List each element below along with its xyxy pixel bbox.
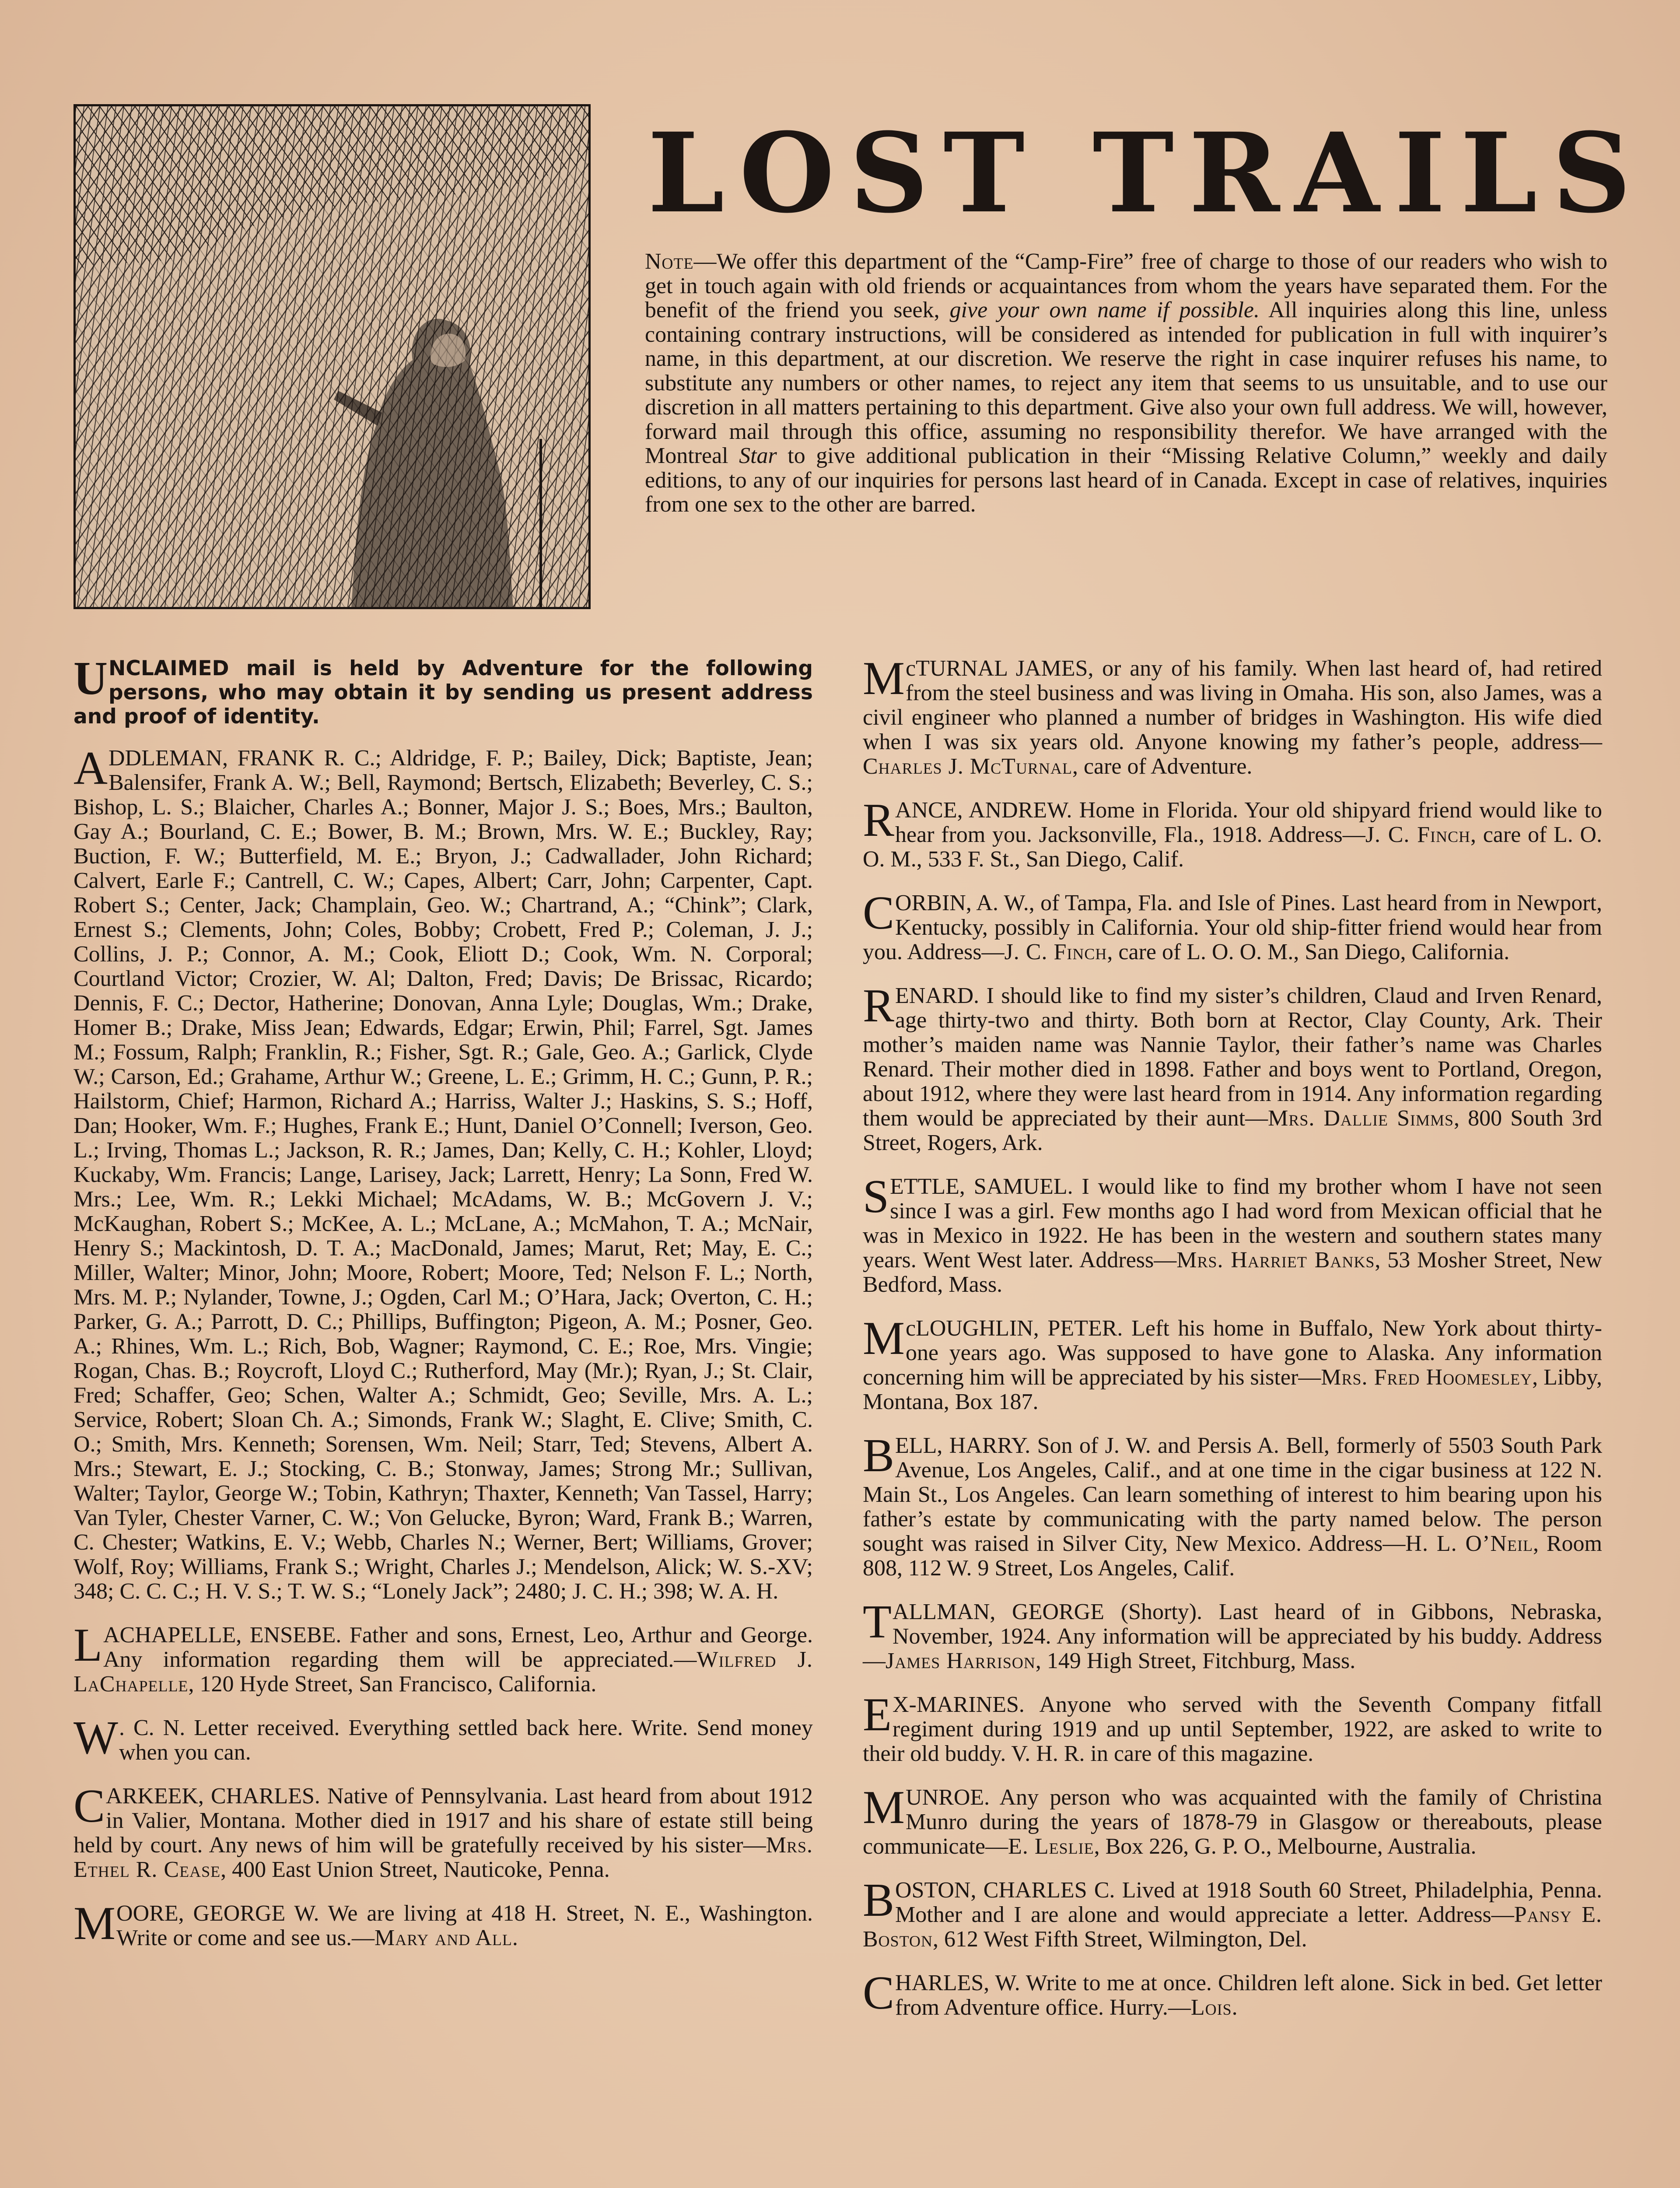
- notice-entry: [863, 1596, 1602, 1673]
- editor-note: [645, 249, 1607, 517]
- notice-entry: [863, 1781, 1602, 1859]
- notice-entry: [74, 1780, 813, 1882]
- notice-entry: [863, 1689, 1602, 1766]
- entry-contact-name: Wilfred J. LaChapelle: [74, 1647, 813, 1697]
- entry-contact-name: Mrs. Ethel R. Cease: [74, 1833, 813, 1882]
- entry-text: OORE, GEORGE W. We are living at 418 H. Street, N. E., Washington. Write or come and see us.—: [116, 1901, 813, 1950]
- entry-address: , Box 226, G. P. O., Melbourne, Australia.: [1094, 1834, 1477, 1859]
- note-star: Star: [739, 443, 777, 468]
- dropcap: T: [863, 1596, 892, 1648]
- note-text-1: —We offer this department of the “Camp-Fire” free of charge to those of our readers who wish to get in touch again with old friends or acquaintances from whom the years have separated them. For the benefit of the friend you seek,: [645, 249, 1607, 323]
- notice-entry: [863, 887, 1602, 964]
- entry-address: , care of Adventure.: [1072, 754, 1253, 779]
- dropcap: R: [863, 794, 895, 846]
- entry-text: . C. N. Letter received. Everything settled back here. Write. Send money when you can.: [119, 1715, 813, 1765]
- dropcap: C: [863, 887, 895, 939]
- entry-address: , care of L. O. O. M., 533 F. St., San Diego, Calif.: [863, 822, 1602, 872]
- entry-text: X-MARINES. Anyone who served with the Seventh Company fitfall regiment during 1919 and up until September, 1922, are asked to write to their old buddy. V. H. R. in care of this magazine.: [863, 1692, 1602, 1766]
- dropcap: A: [74, 742, 108, 794]
- page-title: LOST TRAILS: [648, 109, 1646, 237]
- names-text: DDLEMAN, FRANK R. C.; Aldridge, F. P.; Bailey, Dick; Baptiste, Jean; Balensifer, Frank A. W.; Bell, Raymond; Bertsch, Elizabeth; Beverley, C. S.; Bishop, L. S.; Blaicher, Charles A.; Bonner, Major J. S.; Boes, Mrs.; Baulton, Gay A.; Bourland, C. E.; Bower, B. M.; Brown, Mrs. W. E.; Buckley, Ray; Buction, F. W.; Butterfield, M. E.; Bryon, J.; Cadwallader, John Richard; Calvert, Earle F.; Cantrell, C. W.; Capes, Albert; Carr, John; Carpenter, Capt. Robert S.; Center, Jack; Champlain, Geo. W.; Chartrand, A.; “Chink”; Clark, Ernest S.; Clements, John; Coles, Bobby; Crobett, Fred P.; Coleman, J. J.; Collins, J. P.; Connor, A. M.; Cook, Eliott D.; Cook, Wm. N. Corporal; Courtland Victor; Crozier, W. Al; Dalton, Fred; Davis; De Brissac, Ricardo; Dennis, F. C.; Dector, Hatherine; Donovan, Anna Lyle; Douglas, Wm.; Drake, Homer B.; Drake, Miss Jean; Edwards, Edgar; Erwin, Phil; Farrel, Sgt. James M.; Fossum, Ralph; Franklin, R.; Fisher, Sgt. R.; Gale, Geo. A.; Garlick, Clyde W.; Carson, Ed.; Grahame, Arthur W.; Greene, L. E.; Grimm, H. C.; Gunn, P. R.; Hailstorm, Chief; Harmon, Richard A.; Harriss, Walter J.; Haskins, S. S.; Hoff, Dan; Hooker, Wm. F.; Hughes, Frank E.; Hunt, Daniel O’Connell; Iverson, Geo. L.; Irving, Thomas L.; Jackson, R. R.; James, Dan; Kelly, C. H.; Kohler, Lloyd; Kuckaby, Wm. Francis; Lange, Larisey, Jack; Larrett, Henry; La Sonn, Fred W. Mrs.; Lee, Wm. R.; Lekki Michael; McAdams, W. B.; McGovern J. V.; McKaughan, Robert S.; McKee, A. L.; McLane, A.; McMahon, T. A.; McNair, Henry S.; Mackintosh, D. T. A.; MacDonald, James; Marut, Ret; May, E. C.; Miller, Walter; Minor, John; Moore, Robert; Moore, Ted; Nelson F. L.; North, Mrs. M. P.; Nylander, Towne, J.; Ogden, Carl M.; O’Hara, Jack; Overton, C. H.; Parker, G. A.; Parrott, D. C.; Phillips, Buffington; Pigeon, A. M.; Posner, Geo. A.; Rhines, Wm. L.; Rich, Bob, Wagner; Raymond, C. E.; Roe, Mrs. Vingie; Rogan, Chas. B.; Roycroft, Lloyd C.; Rutherford, May (Mr.); Ryan, J.; St. Clair, Fred; Schaffer, Geo; Schen, Walter A.; Schmidt, Geo; Seville, Mrs. A. L.; Service, Robert; Sloan Ch. A.; Simonds, Frank W.; Slaght, E. Clive; Smith, C. O.; Smith, Mrs. Kenneth; Sorensen, Wm. Neil; Starr, Ted; Stevens, Albert A. Mrs.; Stewart, E. J.; Stocking, C. B.; Stonway, James; Strong Mr.; Sullivan, Walter; Taylor, George W.; Tobin, Kathryn; Thaxter, Kenneth; Van Tassel, Harry; Van Tyler, Chester Varner, C. W.; Von Gelucke, Byron; Ward, Frank B.; Warren, C. Chester; Watkins, E. V.; Webb, Charles N.; Werner, Bert; Williams, Grover; Wolf, Roy; Williams, Frank S.; Wright, Charles J.; Mendelson, Alick; W. S.-XV; 348; C. C. C.; H. V. S.; T. W. S.; “Lonely Jack”; 2480; J. C. H.; 398; W. A. H.: [74, 746, 813, 1604]
- notice-entry: [863, 1967, 1602, 2020]
- entry-address: .: [512, 1925, 518, 1950]
- entry-contact-name: Charles J. McTurnal: [863, 754, 1072, 779]
- dropcap: W: [74, 1712, 118, 1764]
- left-entries: [74, 1619, 813, 1950]
- entry-address: .: [1232, 1995, 1238, 2020]
- dropcap: C: [863, 1967, 895, 2019]
- entry-contact-name: Lois: [1190, 1995, 1232, 2020]
- entry-address: , 120 Hyde Street, San Francisco, California.: [188, 1672, 597, 1697]
- entry-address: , 400 East Union Street, Nauticoke, Penna.: [220, 1857, 610, 1882]
- dropcap: M: [863, 652, 905, 705]
- left-column: [74, 652, 813, 1970]
- header-illustration: [74, 104, 591, 609]
- note-emphasis: give your own name if possible.: [949, 298, 1260, 323]
- right-entries: [863, 652, 1603, 2020]
- entry-text: ALLMAN, GEORGE (Shorty). Last heard of in Gibbons, Nebraska, November, 1924. Any information will be appreciated by his buddy. Address—: [863, 1599, 1602, 1673]
- entry-contact-name: J. C. Finch: [1004, 940, 1107, 964]
- entry-text: ETTLE, SAMUEL. I would like to find my brother whom I have not seen since I was a girl. Few months ago I had word from Mexican official that he was in Mexico in 1922. He has been in the western and southern states many years. Went West later. Address—: [863, 1174, 1602, 1273]
- entry-address: , 53 Mosher Street, New Bedford, Mass.: [863, 1248, 1602, 1297]
- entry-address: , Libby, Montana, Box 187.: [863, 1365, 1602, 1414]
- note-text-2: All inquiries along this line, unless containing contrary instructions, will be considered as intended for publication in full with inquirer’s name, in this department, at our discretion. We reserve the right in case inquirer refuses his name, to substitute any numbers or other names, to reject any item that seems to us unsuitable, and to use our discretion in all matters pertaining to this department. Give also your own full address. We will, however, forward mail through this office, assuming no responsibility therefor. We have arranged with the Montreal: [645, 298, 1607, 468]
- hooded-traveler-in-rain-icon: [76, 106, 588, 607]
- entry-contact-name: Mrs. Harriet Banks: [1176, 1248, 1375, 1273]
- notice-entry: [863, 1312, 1602, 1414]
- entry-text: ENARD. I should like to find my sister’s children, Claud and Irven Renard, age thirty-two and thirty. Both born at Rector, Clay County, Ark. Their mother’s maiden name was Nannie Taylor, their father’s name was Charles Renard. Their mother died in 1898. Father and boys went to Portland, Oregon, about 1912, where they were last heard from in 1914. Any information regarding them would be appreciated by their aunt—: [863, 983, 1602, 1131]
- entry-contact-name: James Harrison: [886, 1648, 1036, 1673]
- note-text-3: to give additional publication in their “Missing Relative Column,” weekly and daily editions, to any of our inquiries for persons last heard of in Canada. Except in case of relatives, inquiries from one sex to the other are barred.: [645, 443, 1607, 517]
- dropcap: E: [863, 1689, 892, 1741]
- dropcap: M: [863, 1781, 905, 1834]
- entry-text: ORBIN, A. W., of Tampa, Fla. and Isle of Pines. Last heard from in Newport, Kentucky, possibly in California. Your old ship-fitter friend would hear from you. Address—: [863, 891, 1602, 964]
- entry-text: ELL, HARRY. Son of J. W. and Persis A. Bell, formerly of 5503 South Park Avenue, Los Angeles, Calif., and at one time in the cigar business at 122 N. Main St., Los Angeles. Can learn something of interest to him bearing upon his father’s estate by communicating with the party named below. The person sought was raised in Silver City, New Mexico. Address—: [863, 1433, 1602, 1556]
- notice-entry: [863, 1874, 1602, 1952]
- entry-text: ACHAPELLE, ENSEBE. Father and sons, Ernest, Leo, Arthur and George. Any information regarding them will be appreciated.—: [103, 1623, 813, 1672]
- dropcap: M: [74, 1897, 116, 1950]
- entry-contact-name: Mrs. Dallie Simms: [1268, 1106, 1454, 1131]
- entry-address: , care of L. O. O. M., San Diego, California.: [1107, 940, 1510, 964]
- notice-entry: [74, 1619, 813, 1697]
- entry-contact-name: Pansy E. Boston: [863, 1902, 1602, 1952]
- dropcap: C: [74, 1780, 105, 1832]
- entry-text: ANCE, ANDREW. Home in Florida. Your old shipyard friend would like to hear from you. Jacksonville, Fla., 1918. Address—: [895, 798, 1602, 847]
- entry-contact-name: E. Leslie: [1008, 1834, 1094, 1859]
- entry-address: , 612 West Fifth Street, Wilmington, Del.: [933, 1927, 1307, 1952]
- entry-address: , 149 High Street, Fitchburg, Mass.: [1035, 1648, 1356, 1673]
- dropcap: B: [863, 1874, 895, 1926]
- notice-entry: [863, 1430, 1602, 1581]
- notice-entry: [863, 1171, 1602, 1297]
- entry-contact-name: H. L. O’Neil: [1405, 1531, 1533, 1556]
- dropcap: M: [863, 1312, 905, 1364]
- unclaimed-names-list: [74, 742, 813, 1604]
- entry-address: , Room 808, 112 W. 9 Street, Los Angeles, Calif.: [863, 1531, 1602, 1581]
- entry-text: OSTON, CHARLES C. Lived at 1918 South 60 Street, Philadelphia, Penna. Mother and I are alone and would appreciate a letter. Address—: [895, 1878, 1602, 1927]
- entry-text: UNROE. Any person who was acquainted with the family of Christina Munro during the years of 1878-79 in Glasgow or thereabouts, please communicate—: [863, 1785, 1602, 1859]
- notice-entry: [863, 980, 1603, 1155]
- entry-text: cTURNAL JAMES, or any of his family. When last heard of, had retired from the steel business and was living in Omaha. His son, also James, was a civil engineer who planned a number of bridges in Washington. His wife died when I was six years old. Anyone knowing my father’s people, address—: [863, 656, 1602, 754]
- entry-text: HARLES, W. Write to me at once. Children left alone. Sick in bed. Get letter from Adventure office. Hurry.—: [895, 1971, 1602, 2020]
- dropcap: U: [74, 652, 108, 705]
- notice-entry: [863, 794, 1602, 872]
- notice-entry: [74, 1712, 813, 1765]
- entry-contact-name: J. C. Finch: [1365, 822, 1471, 847]
- entry-contact-name: Mary and All: [374, 1925, 512, 1950]
- entry-text: ARKEEK, CHARLES. Native of Pennsylvania. Last heard from about 1912 in Valier, Montana. Mother died in 1917 and his share of estate still being held by court. Any news of him will be gratefully received by his sister—: [74, 1784, 813, 1858]
- dropcap: B: [863, 1430, 895, 1482]
- dropcap: S: [863, 1171, 889, 1223]
- unclaimed-text: NCLAIMED mail is held by Adventure for the following persons, who may obtain it by sending us present address and proof of identity.: [74, 656, 813, 729]
- dropcap: R: [863, 980, 895, 1032]
- dropcap: L: [74, 1619, 102, 1671]
- entry-contact-name: Mrs. Fred Hoomesley: [1321, 1365, 1533, 1390]
- note-lead: Note: [645, 249, 694, 274]
- notice-entry: [74, 1897, 813, 1950]
- unclaimed-notice: [74, 652, 813, 729]
- right-column: [863, 652, 1603, 2039]
- entry-text: cLOUGHLIN, PETER. Left his home in Buffalo, New York about thirty-one years ago. Was supposed to have gone to Alaska. Any information concerning him will be appreciated by his sister—: [863, 1316, 1602, 1390]
- entry-address: , 800 South 3rd Street, Rogers, Ark.: [863, 1106, 1603, 1155]
- notice-entry: [863, 652, 1602, 779]
